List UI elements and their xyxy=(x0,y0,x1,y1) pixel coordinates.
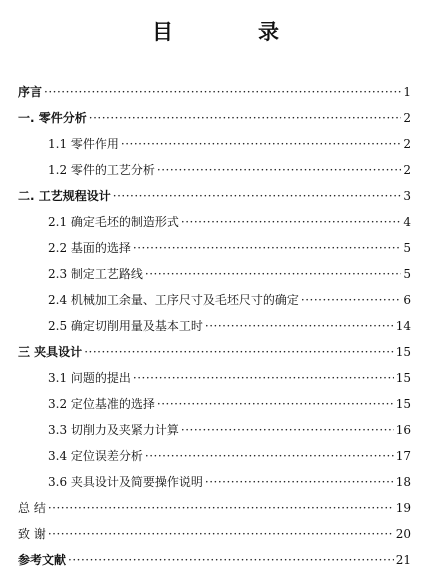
toc-entry xyxy=(18,131,411,157)
toc-entry-label: 2.1 确定毛坯的制造形式 xyxy=(48,215,179,229)
toc-entry xyxy=(18,469,411,495)
toc-leader-dots xyxy=(68,547,394,573)
toc-entry xyxy=(18,521,411,547)
toc-page-number: 2 xyxy=(403,137,411,151)
toc-entry-label: 2.4 机械加工余量、工序尺寸及毛坯尺寸的确定 xyxy=(48,293,299,307)
toc-page-number: 17 xyxy=(395,449,411,463)
toc-leader-dots xyxy=(133,235,401,261)
toc-entry-label: 参考文献 xyxy=(18,553,67,567)
toc-page-number: 15 xyxy=(395,345,411,359)
toc-entry-label: 一. 零件分析 xyxy=(18,111,87,125)
toc-page-number: 18 xyxy=(395,475,411,489)
toc-page-number: 3 xyxy=(403,189,411,203)
toc-entry xyxy=(18,261,411,287)
toc-entry xyxy=(18,157,411,183)
toc-entry-label: 2.5 确定切削用量及基本工时 xyxy=(48,319,203,333)
toc-leader-dots xyxy=(157,391,394,417)
toc-entry xyxy=(18,443,411,469)
toc-page-number: 19 xyxy=(395,501,411,515)
toc-leader-dots xyxy=(44,79,401,105)
toc-entry xyxy=(18,105,411,131)
toc-leader-dots xyxy=(48,495,394,521)
toc-entry xyxy=(18,547,411,573)
toc-entry xyxy=(18,391,411,417)
toc-leader-dots xyxy=(157,157,401,183)
toc-entry-label: 序言 xyxy=(18,85,43,99)
toc-entry xyxy=(18,495,411,521)
toc-leader-dots xyxy=(301,287,401,313)
toc-page-number: 5 xyxy=(403,241,411,255)
toc-leader-dots xyxy=(133,365,394,391)
toc-leader-dots xyxy=(145,443,394,469)
page-title: 目 录 xyxy=(152,20,311,44)
toc-page-number: 14 xyxy=(395,319,411,333)
toc-leader-dots xyxy=(181,209,401,235)
toc-entry-label: 三 夹具设计 xyxy=(18,345,83,359)
toc-entry xyxy=(18,313,411,339)
toc-leader-dots xyxy=(205,469,394,495)
toc-page-number: 15 xyxy=(395,371,411,385)
toc-page-number: 6 xyxy=(403,293,411,307)
toc-entry xyxy=(18,235,411,261)
toc-leader-dots xyxy=(181,417,394,443)
toc-entry xyxy=(18,183,411,209)
toc-entry-label: 3.4 定位误差分析 xyxy=(48,449,143,463)
toc-page-number: 2 xyxy=(403,111,411,125)
toc-leader-dots xyxy=(145,261,401,287)
toc-entry-label: 3.2 定位基准的选择 xyxy=(48,397,155,411)
toc-entry xyxy=(18,79,411,105)
toc-leader-dots xyxy=(121,131,401,157)
toc-leader-dots xyxy=(48,521,394,547)
toc-entry xyxy=(18,365,411,391)
toc-page-number: 16 xyxy=(395,423,411,437)
toc-entry-label: 3.1 问题的提出 xyxy=(48,371,131,385)
toc-page-number: 5 xyxy=(403,267,411,281)
toc-entry-label: 3.6 夹具设计及简要操作说明 xyxy=(48,475,203,489)
toc-page-number: 15 xyxy=(395,397,411,411)
toc-entry-label: 1.2 零件的工艺分析 xyxy=(48,163,155,177)
table-of-contents xyxy=(18,79,411,573)
toc-leader-dots xyxy=(84,339,394,365)
toc-page-number: 1 xyxy=(403,85,411,99)
toc-leader-dots xyxy=(89,105,402,131)
toc-entry-label: 2.2 基面的选择 xyxy=(48,241,131,255)
toc-entry-label: 致 谢 xyxy=(18,527,46,541)
toc-entry-label: 3.3 切削力及夹紧力计算 xyxy=(48,423,179,437)
toc-entry-label: 1.1 零件作用 xyxy=(48,137,119,151)
toc-leader-dots xyxy=(113,183,402,209)
toc-entry xyxy=(18,287,411,313)
toc-entry-label: 总 结 xyxy=(18,501,46,515)
toc-page-number: 4 xyxy=(403,215,411,229)
toc-entry xyxy=(18,417,411,443)
toc-entry-label: 二. 工艺规程设计 xyxy=(18,189,111,203)
toc-page-number: 20 xyxy=(395,527,411,541)
toc-entry-label: 2.3 制定工艺路线 xyxy=(48,267,143,281)
toc-leader-dots xyxy=(205,313,394,339)
toc-entry xyxy=(18,209,411,235)
toc-page-number: 2 xyxy=(403,163,411,177)
toc-entry xyxy=(18,339,411,365)
toc-page-number: 21 xyxy=(395,553,411,567)
